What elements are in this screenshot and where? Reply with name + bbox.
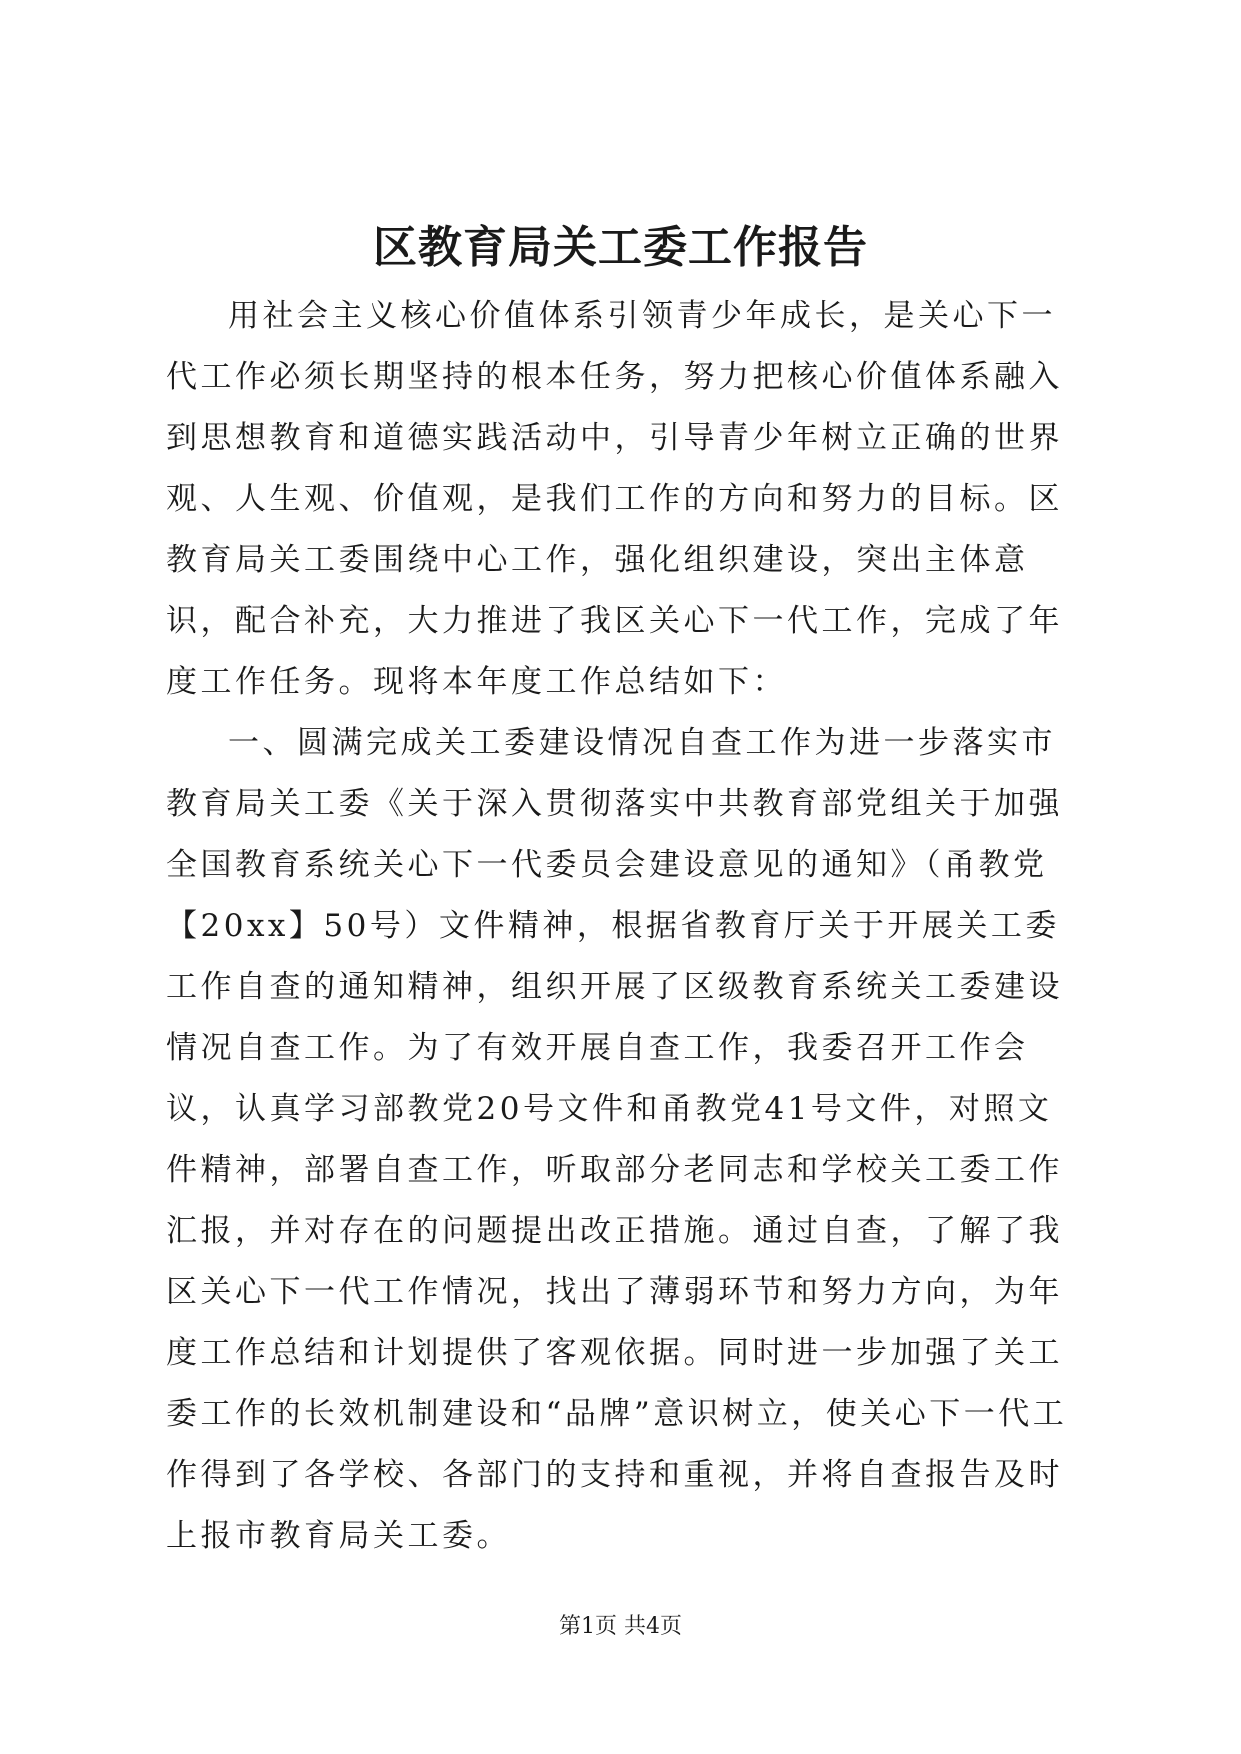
paragraph-intro: 用社会主义核心价值体系引领青少年成长，是关心下一代工作必须长期坚持的根本任务，努力把核心价值体系融入到思想教育和道德实践活动中，引导青少年树立正确的世界观、人生观、价值观，是我们工作的方向和努力的目标。区教育局关工委围绕中心工作，强化组织建设，突出主体意识，配合补充，大力推进了我区关心下一代工作，完成了年度工作任务。现将本年度工作总结如下： <box>166 298 1063 700</box>
document-body <box>166 286 1086 1567</box>
paragraph-section-one: 一、圆满完成关工委建设情况自查工作为进一步落实市教育局关工委《关于深入贯彻落实中共教育部党组关于加强全国教育系统关心下一代委员会建设意见的通知》（甬教党【20xx】50号）文件精神，根据省教育厅关于开展关工委工作自查的通知精神，组织开展了区级教育系统关工委建设情况自查工作。为了有效开展自查工作，我委召开工作会议，认真学习部教党20号文件和甬教党41号文件，对照文件精神，部署自查工作，听取部分老同志和学校关工委工作汇报，并对存在的问题提出改正措施。通过自查，了解了我区关心下一代工作情况，找出了薄弱环节和努力方向，为年度工作总结和计划提供了客观依据。同时进一步加强了关工委工作的长效机制建设和“品牌”意识树立，使关心下一代工作得到了各学校、各部门的支持和重视，并将自查报告及时上报市教育局关工委。 <box>166 725 1068 1554</box>
page-number-footer: 第1页 共4页 <box>559 1614 682 1639</box>
document-title: 区教育局关工委工作报告 <box>373 222 868 273</box>
